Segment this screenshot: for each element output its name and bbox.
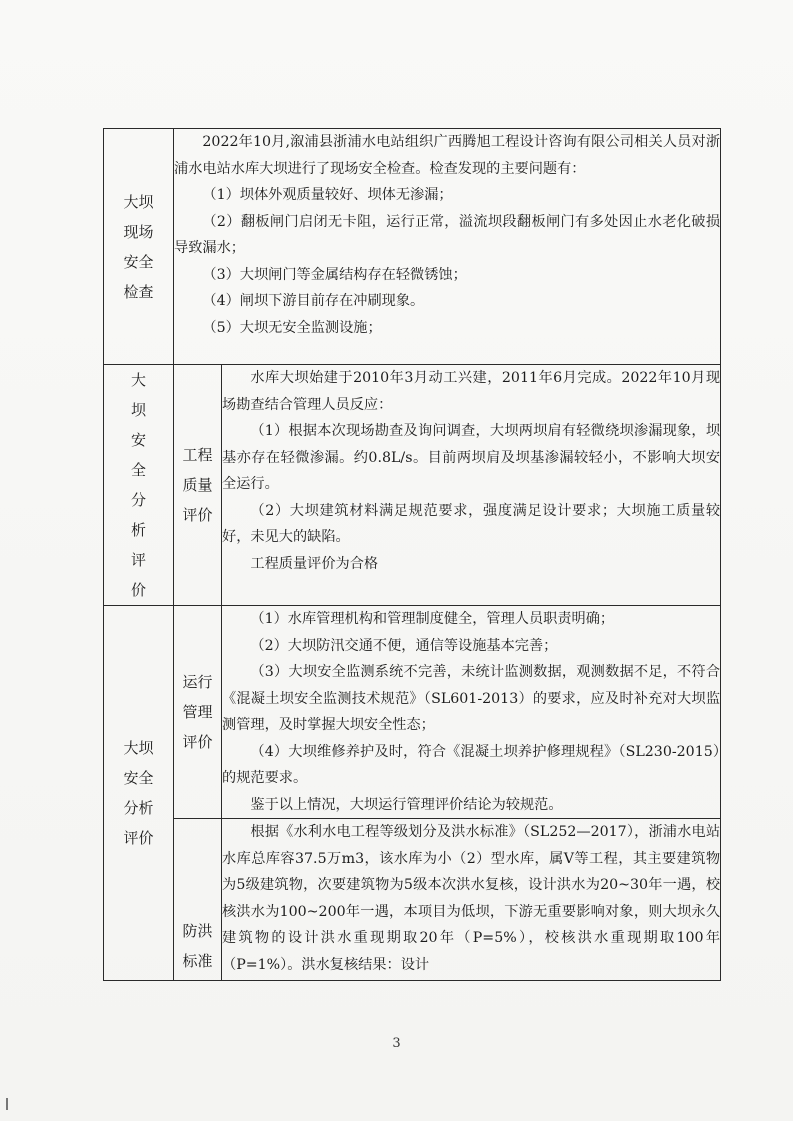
list-item: （1）坝体外观质量较好、坝体无渗漏； xyxy=(202,187,453,203)
conclusion: 工程质量评价为合格 xyxy=(250,555,379,572)
list-item: （3）大坝闸门等金属结构存在轻微锈蚀； xyxy=(202,266,467,283)
paragraph: 水库大坝始建于2010年3月动工兴建，2011年6月完成。2022年10月现场勘查结合管理人员反应： xyxy=(222,370,721,413)
quality-sub-label xyxy=(174,365,222,606)
label-line: 安全 xyxy=(130,431,162,479)
label-line: 评价 xyxy=(123,829,154,847)
label-line: 安全 xyxy=(123,769,154,787)
operation-row xyxy=(104,606,721,819)
label-line: 管理 xyxy=(182,703,213,721)
inspection-row xyxy=(104,129,721,365)
label-line: 分析 xyxy=(123,799,154,817)
safety-analysis-label xyxy=(104,365,174,606)
label-line: 大坝 xyxy=(130,371,162,419)
list-item: （4）闸坝下游目前存在冲刷现象。 xyxy=(202,293,425,309)
page-number: 3 xyxy=(392,1036,401,1051)
operation-content xyxy=(222,606,721,819)
label-line: 现场 xyxy=(123,222,154,241)
flood-sub-label xyxy=(174,819,222,981)
paragraph: 根据《水利水电工程等级划分及洪水标准》（SL252—2017），浙浦水电站水库总库容37.5万m3，该水库为小（2）型水库，属Ⅴ等工程，其主要建筑物为5级建筑物，次要建筑物为5级本次洪水复核，设计洪水为20~30年一遇，校核洪水为100~200年一遇，本项目为低坝，下游无重要影响对象，则大坝永久建筑物的设计洪水重现期取20年（P=5%），校核洪水重现期取100年（P=1%）。洪水复核结果：设计 xyxy=(222,824,721,973)
list-item: （2）翻板闸门启闭无卡阻，运行正常，溢流坝段翻板闸门有多处因止水老化破损导致漏水； xyxy=(174,213,721,256)
inspection-label xyxy=(104,129,174,365)
list-item: （2）大坝建筑材料满足规范要求，强度满足设计要求；大坝施工质量较好，未见大的缺陷。 xyxy=(222,502,721,545)
label-line: 分析 xyxy=(130,491,162,539)
inspection-content xyxy=(174,129,721,365)
flood-row xyxy=(104,819,721,981)
label-line: 安全 xyxy=(123,252,154,271)
label-line: 质量 xyxy=(182,476,213,494)
scan-edge-mark xyxy=(6,1098,8,1110)
label-line: 大坝 xyxy=(123,739,154,757)
conclusion: 鉴于以上情况，大坝运行管理评价结论为较规范。 xyxy=(250,796,563,813)
quality-row xyxy=(104,365,721,606)
flood-content xyxy=(222,819,721,981)
list-item: （4）大坝维修养护及时，符合《混凝土坝养护修理规程》（SL230-2015）的规范要求。 xyxy=(222,743,721,786)
label-line: 防洪 xyxy=(182,922,213,940)
label-line: 评价 xyxy=(182,733,213,751)
label-line: 评价 xyxy=(130,551,162,599)
label-line: 评价 xyxy=(182,506,213,524)
quality-content xyxy=(222,365,721,606)
operation-sub-label xyxy=(174,606,222,819)
label-line: 工程 xyxy=(182,446,213,464)
list-item: （2）大坝防汛交通不便，通信等设施基本完善； xyxy=(250,637,558,654)
list-item: （1）根据本次现场勘查及询问调查，大坝两坝肩有轻微绕坝渗漏现象，坝基亦存在轻微渗漏。约0.8L/s。目前两坝肩及坝基渗漏较轻小，不影响大坝安全运行。 xyxy=(222,423,721,492)
list-item: （3）大坝安全监测系统不完善，未统计监测数据，观测数据不足，不符合《混凝土坝安全监测技术规范》（SL601-2013）的要求，应及时补充对大坝监测管理，及时掌握大坝安全性态； xyxy=(222,664,721,733)
dam-safety-table xyxy=(103,128,721,981)
label-line: 大坝 xyxy=(123,192,154,211)
label-line: 标准 xyxy=(182,952,213,970)
label-line: 检查 xyxy=(123,282,154,301)
list-item: （1）水库管理机构和管理制度健全，管理人员职责明确； xyxy=(250,611,615,627)
safety-analysis-label-2 xyxy=(104,606,174,981)
label-line: 运行 xyxy=(182,673,213,691)
list-item: （5）大坝无安全监测设施； xyxy=(202,319,382,336)
paragraph: 2022年10月,溆浦县浙浦水电站组织广西腾旭工程设计咨询有限公司相关人员对浙浦水电站水库大坝进行了现场安全检查。检查发现的主要问题有： xyxy=(174,134,721,177)
